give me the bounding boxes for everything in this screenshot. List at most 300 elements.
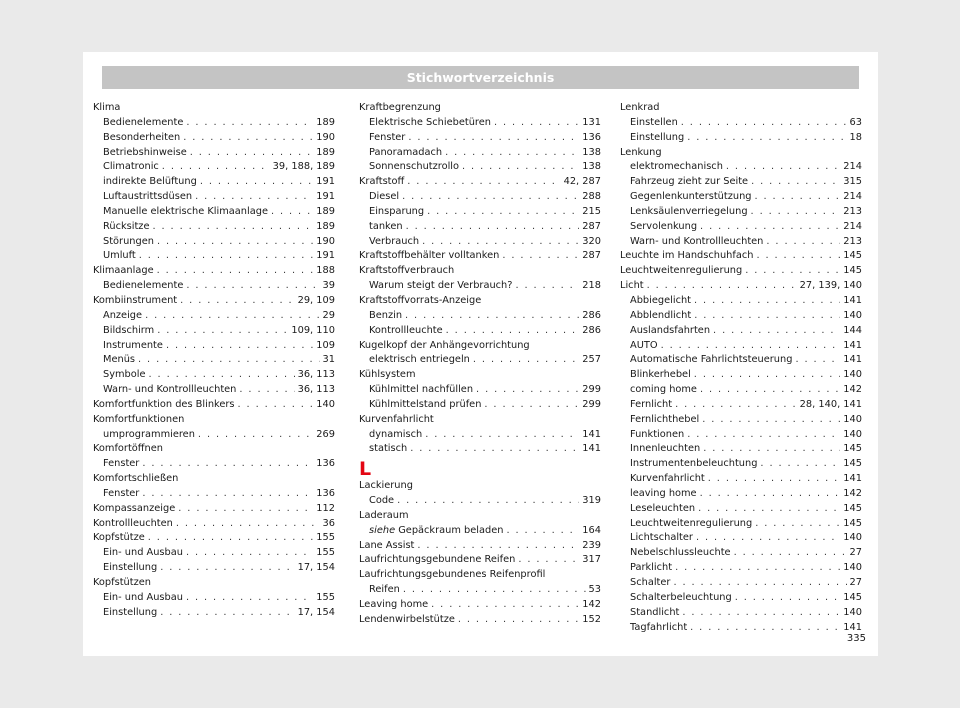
dot-leader — [152, 220, 313, 235]
entry-term: Einstellung — [630, 131, 685, 143]
dot-leader — [735, 591, 841, 606]
page-reference[interactable]: 286 — [582, 309, 601, 321]
page-reference[interactable]: 145 — [843, 250, 862, 262]
entry-term: Kraftstoff — [359, 176, 405, 188]
page-reference[interactable]: 317 — [582, 554, 601, 566]
dot-leader — [700, 487, 841, 502]
index-subentry — [93, 131, 335, 146]
index-subentry — [93, 383, 335, 398]
entry-term: Blinkerhebel — [630, 369, 691, 381]
entry-term: Abblendlicht — [630, 309, 692, 321]
page-reference[interactable]: 53 — [588, 584, 601, 596]
entry-term: Leuchte im Handschuhfach — [620, 250, 754, 262]
index-subentry — [620, 413, 862, 428]
page-reference[interactable]: 140 — [843, 413, 862, 425]
page-reference[interactable]: 112 — [316, 502, 335, 514]
entry-term: Betriebshinweise — [103, 146, 187, 158]
entry-term: Standlicht — [630, 606, 680, 618]
page-reference[interactable]: 190 — [316, 131, 335, 143]
entry-term: Menüs — [103, 354, 136, 366]
dot-leader — [397, 494, 579, 509]
entry-term: Innenleuchten — [630, 443, 701, 455]
dot-leader — [694, 294, 840, 309]
dot-leader — [518, 553, 579, 568]
index-subentry — [93, 428, 335, 443]
dot-leader — [142, 487, 313, 502]
index-subentry — [359, 190, 601, 205]
index-subentry — [620, 220, 862, 235]
index-heading: Laufrichtungsgebundenes Reifenprofil — [359, 569, 546, 581]
page-reference[interactable]: 191 — [316, 250, 335, 262]
index-entry — [93, 398, 335, 413]
index-entry — [359, 539, 601, 554]
page-reference[interactable]: 109 — [316, 339, 335, 351]
index-subentry — [359, 309, 601, 324]
page-reference[interactable]: 17, 154 — [297, 562, 335, 574]
page-reference[interactable]: 145 — [843, 443, 862, 455]
page-reference[interactable]: 215 — [582, 205, 601, 217]
page-reference[interactable]: 141 — [843, 339, 862, 351]
dot-leader — [157, 235, 313, 250]
dot-leader — [515, 279, 579, 294]
page-reference[interactable]: 188 — [316, 265, 335, 277]
page-number: 335 — [846, 633, 866, 644]
page-reference[interactable]: 39, 188, 189 — [272, 161, 335, 173]
entry-term: elektromechanisch — [630, 161, 723, 173]
entry-term: Panoramadach — [369, 146, 443, 158]
index-subentry — [93, 591, 335, 606]
page-reference[interactable]: 145 — [843, 502, 862, 514]
dot-leader — [458, 613, 579, 628]
entry-term: Kontrollleuchten — [93, 517, 173, 529]
dot-leader — [139, 249, 314, 264]
entry-term: Komfortfunktion des Blinkers — [93, 398, 235, 410]
index-subentry — [620, 546, 862, 561]
page-reference[interactable]: 140 — [843, 606, 862, 618]
entry-term: Besonderheiten — [103, 131, 181, 143]
page-reference[interactable]: 191 — [316, 191, 335, 203]
index-entry — [359, 175, 601, 190]
index-entry — [620, 249, 862, 264]
dot-leader — [675, 398, 797, 413]
index-subentry — [359, 583, 601, 598]
dot-leader — [160, 606, 294, 621]
dot-leader — [157, 264, 314, 279]
dot-leader — [166, 339, 313, 354]
page-reference[interactable]: 141 — [843, 294, 862, 306]
dot-leader — [708, 472, 841, 487]
index-subentry — [620, 190, 862, 205]
dot-leader — [673, 576, 846, 591]
index-subentry — [93, 606, 335, 621]
page-reference[interactable]: 144 — [843, 324, 862, 336]
page-reference[interactable]: 27 — [849, 547, 862, 559]
index-entry — [620, 279, 862, 294]
index-heading: Kraftbegrenzung — [359, 102, 441, 113]
page-reference[interactable]: 269 — [316, 428, 335, 440]
dot-leader — [484, 398, 579, 413]
index-subentry — [359, 524, 601, 539]
page-reference[interactable]: 141 — [843, 473, 862, 485]
index-subentry — [93, 353, 335, 368]
dot-leader — [795, 353, 840, 368]
index-heading: Lenkung — [620, 146, 662, 158]
index-subentry — [620, 353, 862, 368]
page-reference[interactable]: 239 — [582, 539, 601, 551]
index-subentry — [620, 383, 862, 398]
dot-leader — [403, 583, 586, 598]
index-subentry — [620, 561, 862, 576]
index-heading: Laderaum — [359, 509, 409, 521]
index-subentry — [359, 383, 601, 398]
page-reference[interactable]: 140 — [843, 369, 862, 381]
page-reference[interactable]: 39 — [322, 280, 335, 292]
index-subentry — [620, 368, 862, 383]
page-reference[interactable]: 214 — [843, 191, 862, 203]
entry-term: Verbrauch — [369, 235, 420, 247]
dot-leader — [682, 606, 840, 621]
page-reference[interactable]: 145 — [843, 591, 862, 603]
page-reference[interactable]: 138 — [582, 161, 601, 173]
entry-term: leaving home — [630, 487, 697, 499]
index-entry — [93, 264, 335, 279]
index-letter: L — [359, 458, 372, 481]
dot-leader — [190, 146, 314, 161]
page-reference[interactable]: 136 — [316, 487, 335, 499]
dot-leader — [700, 220, 840, 235]
entry-term: Diesel — [369, 191, 400, 203]
dot-leader — [745, 264, 840, 279]
dot-leader — [178, 502, 313, 517]
dot-leader — [446, 324, 580, 339]
page-reference[interactable]: 299 — [582, 384, 601, 396]
page-reference[interactable]: 145 — [843, 265, 862, 277]
entry-term: Gegenlenkunterstützung — [630, 191, 752, 203]
index-subentry — [620, 116, 862, 131]
page-reference[interactable]: 29, 109 — [297, 294, 335, 306]
index-heading: Komfortfunktionen — [93, 413, 185, 425]
entry-term: Fenster — [103, 487, 140, 499]
index-subentry — [359, 146, 601, 161]
index-subentry — [620, 309, 862, 324]
dot-leader — [410, 442, 579, 457]
dot-leader — [417, 539, 579, 554]
page-reference[interactable]: 109, 110 — [291, 324, 335, 336]
entry-term: Warn- und Kontrollleuchten — [103, 384, 237, 396]
page-reference[interactable]: 142 — [582, 599, 601, 610]
page-reference[interactable]: 36, 113 — [297, 384, 335, 396]
page-reference[interactable]: 63 — [849, 116, 862, 128]
dot-leader — [407, 175, 560, 190]
dot-leader — [138, 353, 320, 368]
index-subentry — [93, 146, 335, 161]
entry-term: Kühlmittel nachfüllen — [369, 384, 474, 396]
entry-term: Bildschirm — [103, 324, 155, 336]
dot-leader — [198, 428, 313, 443]
page-reference[interactable]: 214 — [843, 161, 862, 173]
page-reference[interactable]: 140 — [843, 428, 862, 440]
index-subentry — [93, 457, 335, 472]
entry-term: Symbole — [103, 369, 146, 381]
dot-leader — [694, 309, 840, 324]
index-column-3 — [620, 101, 862, 635]
page-reference[interactable]: 287 — [582, 250, 601, 262]
index-subentry — [93, 175, 335, 190]
entry-term: Einstellen — [630, 116, 678, 128]
page-reference[interactable]: 27, 139, 140 — [799, 280, 862, 292]
page-reference[interactable]: 17, 154 — [297, 606, 335, 618]
entry-term: Tagfahrlicht — [630, 621, 688, 633]
cross-reference-label: siehe — [369, 524, 396, 536]
dot-leader — [502, 249, 579, 264]
dot-leader — [698, 502, 840, 517]
page-reference[interactable]: 31 — [322, 354, 335, 366]
entry-term: Ein- und Ausbau — [103, 591, 183, 603]
page-reference[interactable]: 136 — [582, 131, 601, 143]
index-subentry — [359, 398, 601, 413]
entry-term: Leuchtweitenregulierung — [620, 265, 743, 277]
index-subentry — [620, 294, 862, 309]
entry-term: dynamisch — [369, 428, 423, 440]
entry-term — [369, 524, 503, 539]
entry-term: indirekte Belüftung — [103, 176, 197, 188]
dot-leader — [694, 368, 841, 383]
entry-term: Instrumente — [103, 339, 163, 351]
index-subentry — [93, 160, 335, 175]
page-reference[interactable]: 145 — [843, 458, 862, 470]
entry-term: Laufrichtungsgebundene Reifen — [359, 554, 516, 566]
dot-leader — [687, 131, 846, 146]
page-reference[interactable]: 287 — [582, 220, 601, 232]
dot-leader — [690, 621, 840, 636]
entry-term: Parklicht — [630, 562, 673, 574]
page-reference[interactable]: 141 — [582, 428, 601, 440]
page-reference[interactable]: 155 — [316, 591, 335, 603]
entry-term: Leseleuchten — [630, 502, 696, 514]
page-reference[interactable]: 140 — [316, 398, 335, 410]
dot-leader — [713, 324, 840, 339]
entry-term: Umluft — [103, 250, 136, 262]
entry-term: Schalter — [630, 577, 671, 588]
index-subentry — [620, 517, 862, 532]
page-reference[interactable]: 136 — [316, 458, 335, 470]
page-reference[interactable]: 190 — [316, 235, 335, 247]
page-reference[interactable]: 18 — [849, 131, 862, 143]
page-reference[interactable]: 189 — [316, 146, 335, 158]
page-reference[interactable]: 145 — [843, 517, 862, 529]
entry-term: Auslandsfahrten — [630, 324, 711, 336]
index-subentry — [93, 116, 335, 131]
index-subentry — [93, 249, 335, 264]
index-subentry — [620, 205, 862, 220]
index-subentry — [620, 621, 862, 636]
page-reference[interactable]: 36, 113 — [297, 369, 335, 381]
dot-leader — [425, 428, 579, 443]
dot-leader — [402, 190, 579, 205]
dot-leader — [271, 205, 313, 220]
page-reference[interactable]: 214 — [843, 220, 862, 232]
dot-leader — [183, 131, 313, 146]
index-entry — [93, 517, 335, 532]
index-subentry — [93, 205, 335, 220]
page-reference[interactable]: 140 — [843, 532, 862, 544]
index-subentry — [620, 531, 862, 546]
entry-term: Fahrzeug zieht zur Seite — [630, 176, 749, 188]
entry-term: Klimaanlage — [93, 265, 154, 277]
dot-leader — [734, 546, 847, 561]
page-reference[interactable]: 189 — [316, 205, 335, 217]
page-reference[interactable]: 320 — [582, 235, 601, 247]
index-column-2 — [359, 101, 601, 628]
dot-leader — [703, 442, 840, 457]
index-subentry — [620, 160, 862, 175]
entry-term: Abbiegelicht — [630, 294, 692, 306]
index-subentry — [620, 606, 862, 621]
entry-term: Fernlichthebel — [630, 413, 700, 425]
index-subentry — [93, 339, 335, 354]
index-heading: Kraftstoffvorrats-Anzeige — [359, 294, 482, 306]
entry-term: Anzeige — [103, 309, 143, 321]
index-heading: Lenkrad — [620, 102, 660, 113]
index-subentry — [93, 546, 335, 561]
index-subentry — [620, 235, 862, 250]
index-subentry — [620, 175, 862, 190]
page-reference[interactable]: 131 — [582, 116, 601, 128]
entry-term: Automatische Fahrlichtsteuerung — [630, 354, 793, 366]
dot-leader — [408, 131, 579, 146]
entry-term: Einsparung — [369, 205, 425, 217]
index-subentry — [359, 324, 601, 339]
page-reference[interactable]: 42, 287 — [563, 176, 601, 188]
index-subentry — [620, 576, 862, 591]
page-reference[interactable]: 155 — [316, 532, 335, 544]
page-reference[interactable]: 142 — [843, 384, 862, 396]
page-reference[interactable]: 27 — [849, 577, 862, 588]
page-reference[interactable]: 140 — [843, 309, 862, 321]
index-subentry — [93, 190, 335, 205]
page-reference[interactable]: 191 — [316, 176, 335, 188]
index-column-1 — [93, 101, 335, 621]
index-subentry — [359, 353, 601, 368]
dot-leader — [756, 249, 840, 264]
entry-term: Luftaustrittsdüsen — [103, 191, 193, 203]
dot-leader — [696, 531, 840, 546]
page-reference[interactable]: 189 — [316, 116, 335, 128]
page-reference[interactable]: 155 — [316, 547, 335, 559]
entry-term: Lendenwirbelstütze — [359, 613, 455, 625]
index-entry — [359, 598, 601, 613]
index-subentry — [93, 220, 335, 235]
dot-leader — [200, 175, 313, 190]
page-reference[interactable]: 315 — [843, 176, 862, 188]
dot-leader — [186, 116, 313, 131]
index-heading: Kugelkopf der Anhängevorrichtung — [359, 339, 530, 351]
page-reference[interactable]: 141 — [843, 621, 862, 633]
index-subentry — [620, 442, 862, 457]
page-reference[interactable]: 257 — [582, 354, 601, 366]
index-subentry — [359, 116, 601, 131]
dot-leader — [726, 160, 840, 175]
entry-term: tanken — [369, 220, 403, 232]
index-heading: Lackierung — [359, 480, 413, 492]
page-reference[interactable]: 29 — [322, 309, 335, 321]
index-subentry — [93, 487, 335, 502]
page-reference[interactable]: 152 — [582, 613, 601, 625]
dot-leader — [239, 383, 294, 398]
index-subentry — [620, 339, 862, 354]
entry-term: Leuchtweitenregulierung — [630, 517, 753, 529]
index-subentry — [620, 502, 862, 517]
dot-leader — [186, 279, 319, 294]
page-reference[interactable]: 213 — [843, 205, 862, 217]
dot-leader — [702, 413, 840, 428]
page-reference[interactable]: 140 — [843, 562, 862, 574]
index-subentry — [620, 428, 862, 443]
page-reference[interactable]: 141 — [843, 354, 862, 366]
entry-term: Fenster — [103, 458, 140, 470]
entry-term: Ein- und Ausbau — [103, 547, 183, 559]
page-reference[interactable]: 138 — [582, 146, 601, 158]
page-reference[interactable]: 189 — [316, 220, 335, 232]
dot-leader — [751, 205, 841, 220]
page-reference[interactable]: 218 — [582, 280, 601, 292]
entry-term: Instrumentenbeleuchtung — [630, 458, 758, 470]
dot-leader — [661, 339, 841, 354]
dot-leader — [755, 517, 840, 532]
page-reference[interactable]: 164 — [582, 524, 601, 536]
page-reference[interactable]: 288 — [582, 191, 601, 203]
index-subentry — [359, 235, 601, 250]
dot-leader — [700, 383, 840, 398]
page-reference[interactable]: 319 — [582, 495, 601, 507]
page-reference[interactable]: 28, 140, 141 — [799, 398, 862, 410]
index-subentry — [620, 591, 862, 606]
dot-leader — [186, 546, 313, 561]
index-subentry — [359, 160, 601, 175]
entry-term: umprogrammieren — [103, 428, 195, 440]
entry-term: Kopfstütze — [93, 532, 145, 544]
dot-leader — [431, 598, 579, 613]
entry-term: Elektrische Schiebetüren — [369, 116, 491, 128]
index-subentry — [620, 131, 862, 146]
entry-term: Climatronic — [103, 161, 159, 173]
dot-leader — [760, 457, 840, 472]
dot-leader — [180, 294, 294, 309]
entry-term: Sonnenschutzrollo — [369, 161, 460, 173]
page-reference[interactable]: 142 — [843, 487, 862, 499]
dot-leader — [195, 190, 313, 205]
page-reference[interactable]: 141 — [582, 443, 601, 455]
dot-leader — [494, 116, 579, 131]
index-heading: Kurvenfahrlicht — [359, 413, 434, 425]
index-heading: Kühlsystem — [359, 369, 416, 381]
entry-term: Lane Assist — [359, 539, 415, 551]
dot-leader — [422, 235, 579, 250]
page-reference[interactable]: 299 — [582, 398, 601, 410]
entry-term: Kühlmittelstand prüfen — [369, 398, 482, 410]
index-heading: Komfortöffnen — [93, 443, 163, 455]
dot-leader — [681, 116, 847, 131]
entry-term: Lichtschalter — [630, 532, 693, 544]
section-title: Stichwortverzeichnis — [102, 66, 859, 89]
dot-leader — [751, 175, 840, 190]
index-entry — [93, 294, 335, 309]
page-reference[interactable]: 213 — [843, 235, 862, 247]
entry-term: Kontrollleuchte — [369, 324, 443, 336]
page-reference[interactable]: 286 — [582, 324, 601, 336]
entry-term: Kraftstoffbehälter volltanken — [359, 250, 500, 262]
page-reference[interactable]: 36 — [322, 517, 335, 529]
